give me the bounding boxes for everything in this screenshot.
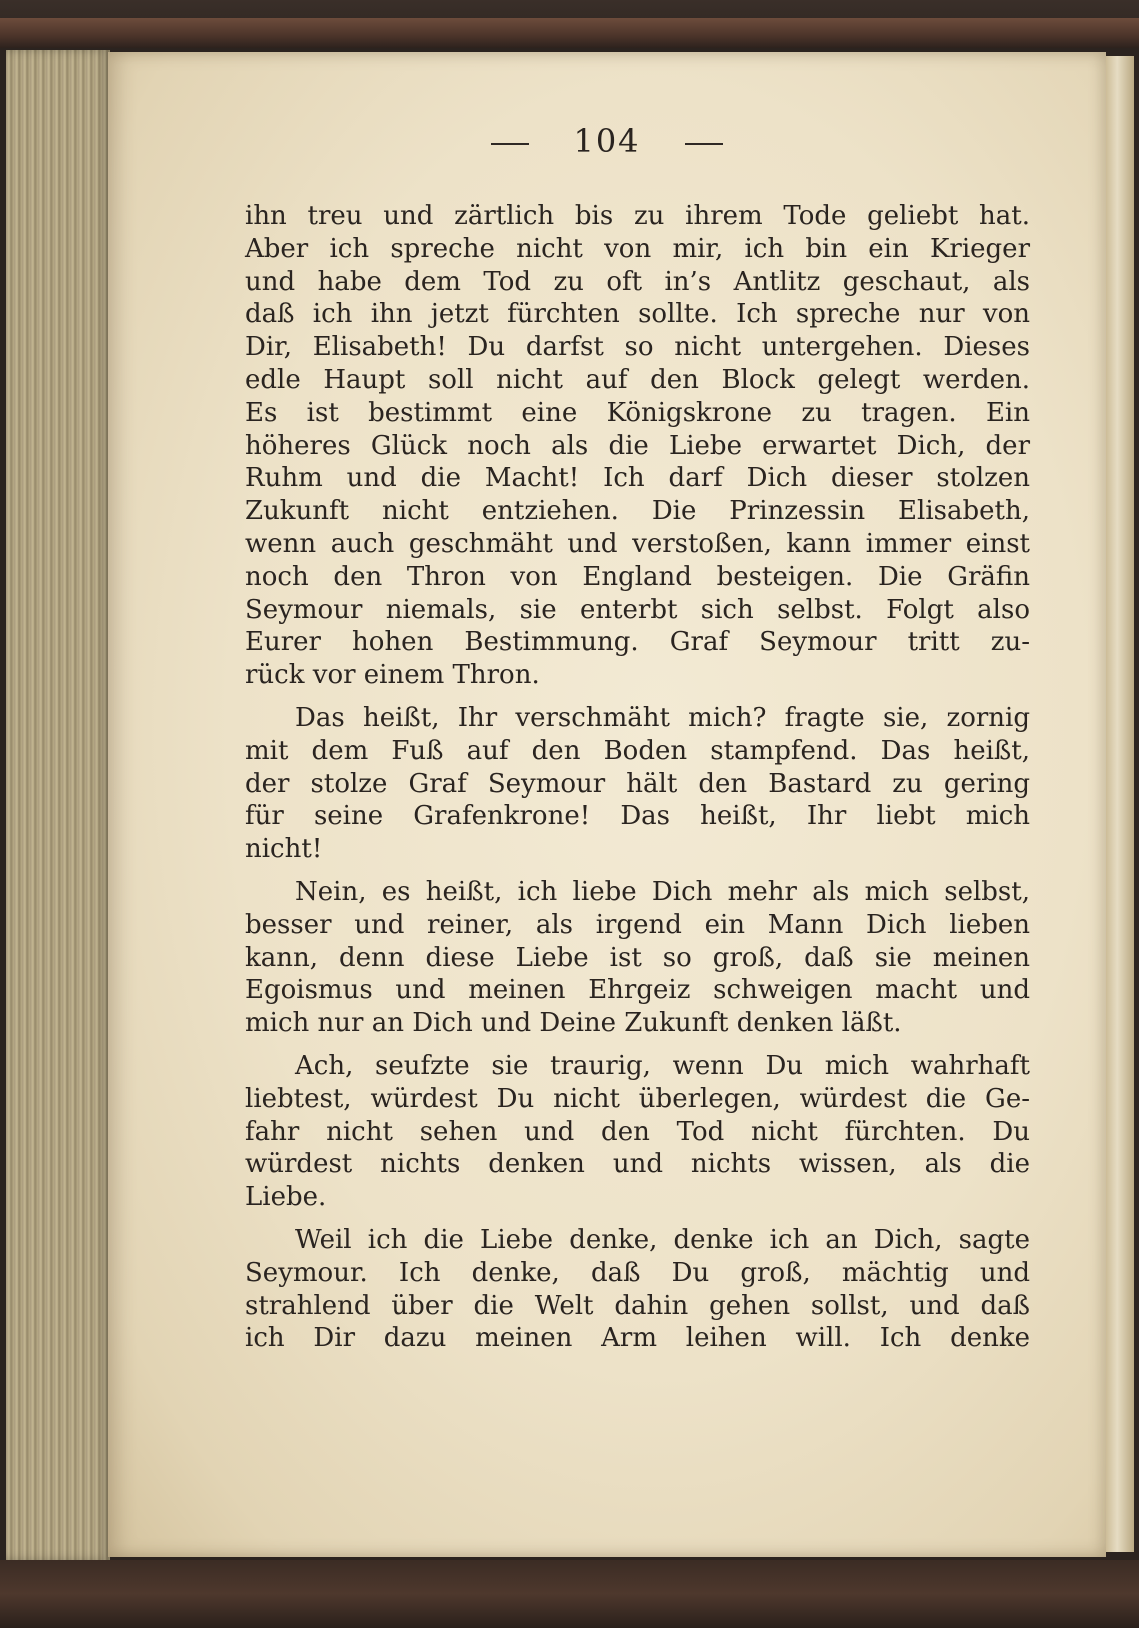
text-line: und habe dem Tod zu oft in’s Antlitz geschaut, als (245, 266, 1030, 297)
text-line: Egoismus und meinen Ehrgeiz schweigen macht und (245, 975, 1030, 1006)
text-line: ihn treu und zärtlich bis zu ihrem Tode geliebt hat. (245, 201, 1030, 231)
text-line: edle Haupt soll nicht auf den Block gelegt werden. (245, 364, 1030, 395)
right-page-edge (1106, 56, 1134, 1552)
book-cover-bottom (0, 1560, 1139, 1628)
text-line: für seine Grafenkrone! Das heißt, Ihr liebt mich (245, 801, 1030, 832)
page-header (108, 122, 1106, 160)
text-line: Eurer hohen Bestimmung. Graf Seymour tritt zu- (245, 627, 1030, 658)
text-line: mich nur an Dich und Deine Zukunft denken läßt. (245, 1008, 902, 1039)
paragraph-gap (245, 1214, 1030, 1224)
paragraph-gap (245, 692, 1030, 702)
text-line: Das heißt, Ihr verschmäht mich? fragte sie, zornig (295, 702, 1030, 733)
text-line: Seymour niemals, sie enterbt sich selbst. Folgt also (245, 594, 1030, 625)
paragraph-gap (245, 866, 1030, 876)
body-text (245, 200, 1030, 1355)
text-line: Dir, Elisabeth! Du darfst so nicht untergehen. Dieses (245, 332, 1030, 363)
paragraph-2 (245, 702, 1030, 866)
page-number: 104 (573, 122, 641, 160)
text-line: Nein, es heißt, ich liebe Dich mehr als mich selbst, (295, 876, 1030, 907)
book-cover-top (0, 18, 1139, 48)
text-line: Aber ich spreche nicht von mir, ich bin ein Krieger (245, 233, 1030, 264)
text-line: daß ich ihn jetzt fürchten sollte. Ich spreche nur von (245, 299, 1030, 330)
paragraph-4 (245, 1050, 1030, 1214)
text-line: liebtest, würdest Du nicht überlegen, würdest die Ge- (245, 1083, 1030, 1114)
page-stack-edges (6, 50, 110, 1560)
paragraph-5 (245, 1224, 1030, 1355)
text-line: Liebe. (245, 1182, 327, 1213)
text-line: rück vor einem Thron. (245, 660, 540, 691)
text-line: Ach, seufzte sie traurig, wenn Du mich wahrhaft (295, 1050, 1030, 1081)
text-line: wenn auch geschmäht und verstoßen, kann immer einst (245, 528, 1030, 559)
text-line: fahr nicht sehen und den Tod nicht fürchten. Du (245, 1116, 1030, 1147)
text-line: ich Dir dazu meinen Arm leihen will. Ich denke (245, 1323, 1030, 1354)
text-line: strahlend über die Welt dahin gehen sollst, und daß (245, 1290, 1030, 1321)
text-line: der stolze Graf Seymour hält den Bastard zu gering (245, 768, 1030, 799)
text-line: nicht! (245, 834, 323, 865)
text-line: besser und reiner, als irgend ein Mann Dich lieben (245, 909, 1030, 940)
paragraph-1 (245, 200, 1030, 692)
text-line: noch den Thron von England besteigen. Die Gräfin (245, 561, 1030, 592)
text-line: würdest nichts denken und nichts wissen, als die (245, 1149, 1030, 1180)
text-line: Zukunft nicht entziehen. Die Prinzessin Elisabeth, (245, 496, 1030, 527)
text-line: Es ist bestimmt eine Königskrone zu tragen. Ein (245, 397, 1030, 428)
header-dash-left (491, 143, 529, 145)
text-line: höheres Glück noch als die Liebe erwartet Dich, der (245, 430, 1030, 461)
text-line: mit dem Fuß auf den Boden stampfend. Das heißt, (245, 735, 1030, 766)
paragraph-3 (245, 876, 1030, 1040)
text-line: Seymour. Ich denke, daß Du groß, mächtig und (245, 1257, 1030, 1288)
text-line: Ruhm und die Macht! Ich darf Dich dieser stolzen (245, 463, 1030, 494)
header-dash-right (685, 143, 723, 145)
paragraph-gap (245, 1040, 1030, 1050)
text-line: kann, denn diese Liebe ist so groß, daß sie meinen (245, 942, 1030, 973)
text-line: Weil ich die Liebe denke, denke ich an Dich, sagte (295, 1224, 1030, 1255)
